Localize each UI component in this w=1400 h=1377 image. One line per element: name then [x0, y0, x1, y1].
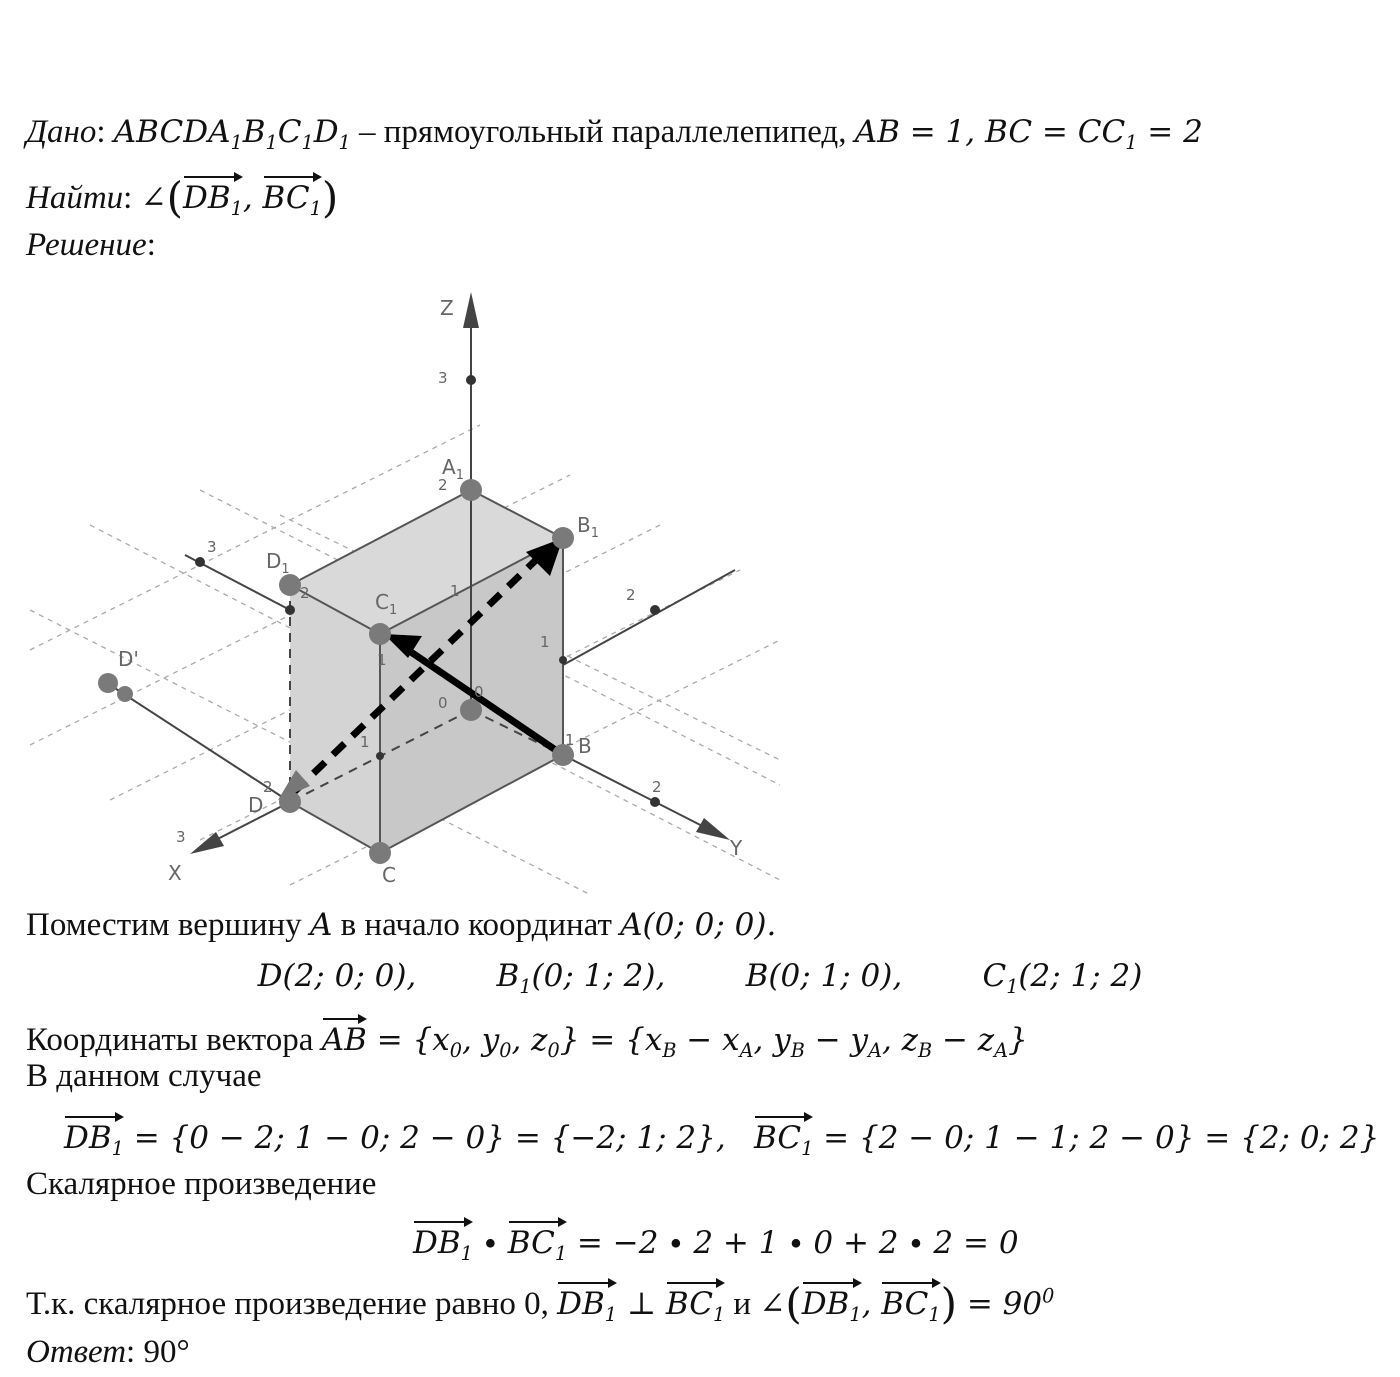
scalar-formula: $DB_1 \cdot BC_1 = -2 \cdot 2 + 1 \cdot 0 + 2 \cdot 2 = 0$ — [413, 1225, 1019, 1261]
conclusion-angle: $\angle(DB_1$, $BC_1) = 90^0$ — [759, 1279, 1055, 1328]
label-a1: $A_1$ — [442, 455, 464, 483]
label-d-prime: D' — [118, 647, 139, 671]
solution-line: Решение: — [26, 227, 156, 263]
conclusion-and: и — [725, 1286, 760, 1322]
back-tick-label-1: 1 — [377, 651, 387, 669]
x-axis-label: X — [168, 861, 182, 885]
vertex-a — [460, 699, 482, 721]
y-axis — [563, 755, 720, 835]
answer-line — [26, 1332, 190, 1372]
scalar-title: Скалярное произведение — [26, 1166, 377, 1202]
label-d: D — [248, 793, 264, 817]
label-c1: $C_1$ — [375, 590, 398, 618]
z-tick-label-2: 2 — [438, 476, 448, 494]
point-b: B(0; 1; 0), — [745, 958, 903, 994]
y-tick-label-2: 2 — [626, 586, 636, 604]
b-tick-label-1: 1 — [565, 731, 575, 749]
origin-label: 0 — [438, 694, 448, 712]
label-d1: $D_1$ — [266, 549, 290, 577]
vertex-d — [279, 791, 301, 813]
answer-value: : 90° — [126, 1334, 190, 1370]
place-line — [26, 905, 776, 945]
vector-db1-formula: $DB_1 = \{0 - 2$; 1 − 0; 2 − 0} = {−2; 1; 2}, — [64, 1120, 726, 1156]
label-b: B — [578, 734, 592, 758]
parallelepiped-figure — [20, 280, 800, 895]
y-axis-label: Y — [730, 836, 743, 860]
y-arrowhead — [696, 818, 730, 840]
given-label: Дано — [26, 114, 97, 150]
place-text-1: Поместим вершину — [26, 907, 310, 943]
place-text-2: в начало координат — [332, 907, 621, 943]
z-axis-label: Z — [440, 296, 454, 320]
vector-bc1-formula: $BC_1 = \{2 - 0$; 1 − 1; 2 − 0} = {2; 0; 2} — [754, 1120, 1379, 1156]
given-line: Дано: $ABCDA_1B_1C_1D_1$ – прямоугольный параллелепипед, AB = 1, BC = $CC_1 = 2$ — [26, 114, 1203, 155]
conclusion-text: Т.к. скалярное произведение равно 0, — [26, 1286, 558, 1322]
conclusion-formula: $DB_1$ ⊥ $BC_1$ — [557, 1286, 725, 1322]
x-tick-label-1: 1 — [360, 733, 370, 751]
back-tick — [285, 605, 295, 615]
z-tick-3 — [466, 375, 476, 385]
z-tick-label-1: 1 — [450, 582, 460, 600]
y-tick-label-2-lower: 2 — [652, 778, 662, 796]
point-d: D(2; 0; 0), — [257, 958, 417, 994]
x-tick-label-2: 2 — [263, 778, 273, 796]
points-line — [0, 956, 1400, 999]
given-figure: $ABCDA_1B_1C_1D_1$ — [113, 114, 351, 155]
label-b1: $B_1$ — [577, 513, 600, 541]
z-tick-label-3: 3 — [438, 369, 448, 387]
vertex-d-prime — [98, 673, 118, 693]
z-arrowhead — [463, 292, 479, 328]
x-arrowhead — [190, 832, 224, 854]
in-case-line: В данном случае — [26, 1058, 262, 1094]
given-condition: AB = 1, BC = $CC_1 = 2$ — [854, 114, 1203, 155]
y-tick-2 — [650, 605, 660, 615]
vertex-c — [369, 842, 391, 864]
find-angle: $\angle(DB_1$, $BC_1$) — [140, 173, 339, 222]
solution-label: Решение — [26, 227, 147, 263]
answer-label: Ответ — [26, 1334, 127, 1370]
vector-coords-formula: AB = {$x_0$, $y_0$, $z_0\} = \{x_B - x_A$, $y_B - y_A$, $z_B - z_A$} — [322, 1022, 1028, 1058]
scalar-line — [413, 1217, 1019, 1266]
y-tick-2-lower — [650, 797, 660, 807]
conclusion-line — [26, 1278, 1055, 1328]
place-coords: A(0; 0; 0). — [620, 907, 777, 943]
back-tick-label-2: 2 — [300, 584, 310, 602]
back-tick-3 — [195, 557, 205, 567]
vertex-c1 — [369, 623, 391, 645]
y-tick-1 — [559, 656, 567, 664]
vector-bc1-line — [754, 1112, 1380, 1161]
x-tick-label-3: 3 — [176, 828, 186, 846]
vertex-b1 — [552, 527, 574, 549]
vector-coords-text: Координаты вектора — [26, 1022, 322, 1058]
label-c: C — [382, 863, 396, 887]
y-tick-label-1: 1 — [540, 633, 550, 651]
find-line: Найти: $\angle(DB_1$, $BC_1$) — [26, 173, 339, 222]
point-b1: $B_1(0$; 1; 2), — [496, 958, 666, 999]
place-vertex: A — [309, 907, 333, 943]
point-c1: $C_1(2$; 1; 2) — [982, 958, 1143, 999]
vertex-d1 — [279, 574, 301, 596]
given-text: – прямоугольный параллелепипед, — [350, 114, 855, 150]
vertex-d-prime-dot — [117, 686, 133, 702]
vector-coords-line — [26, 1014, 1028, 1063]
origin-label-y: 0 — [474, 683, 484, 701]
find-label: Найти — [26, 180, 124, 216]
vector-db1-line — [64, 1112, 726, 1161]
back-tick-label-3: 3 — [207, 538, 217, 556]
y-axis-upper — [563, 570, 735, 665]
x-tick-1 — [376, 752, 384, 760]
